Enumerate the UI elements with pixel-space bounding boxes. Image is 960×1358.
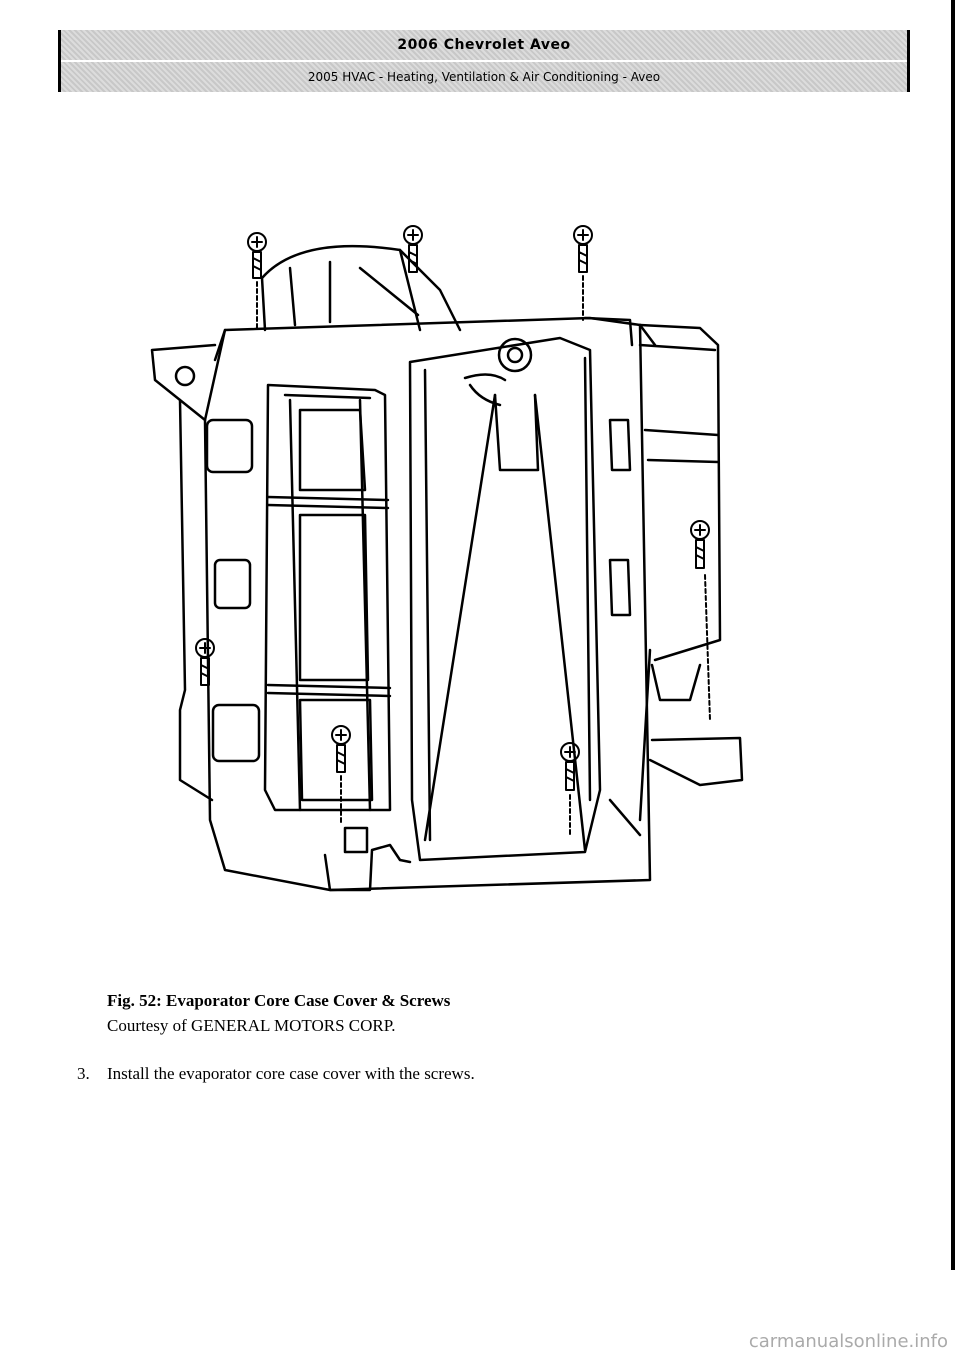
step-text: Install the evaporator core case cover with the screws. [107, 1064, 475, 1083]
header-title: 2006 Chevrolet Aveo [397, 37, 571, 53]
page-header [58, 30, 910, 92]
figure-caption-credit: Courtesy of GENERAL MOTORS CORP. [107, 1016, 396, 1035]
header-subtitle-row [61, 62, 907, 92]
procedure-step [77, 1064, 475, 1084]
evaporator-core-case-illustration [140, 220, 760, 900]
header-title-row [61, 30, 907, 62]
figure-caption-title: Fig. 52: Evaporator Core Case Cover & Screws [107, 991, 451, 1010]
page-edge-bar [951, 0, 955, 1270]
watermark-text: carmanualsonline.info [748, 1331, 948, 1352]
figure-caption [107, 988, 450, 1038]
step-number: 3. [77, 1064, 90, 1083]
header-subtitle: 2005 HVAC - Heating, Ventilation & Air Conditioning - Aveo [307, 70, 661, 84]
